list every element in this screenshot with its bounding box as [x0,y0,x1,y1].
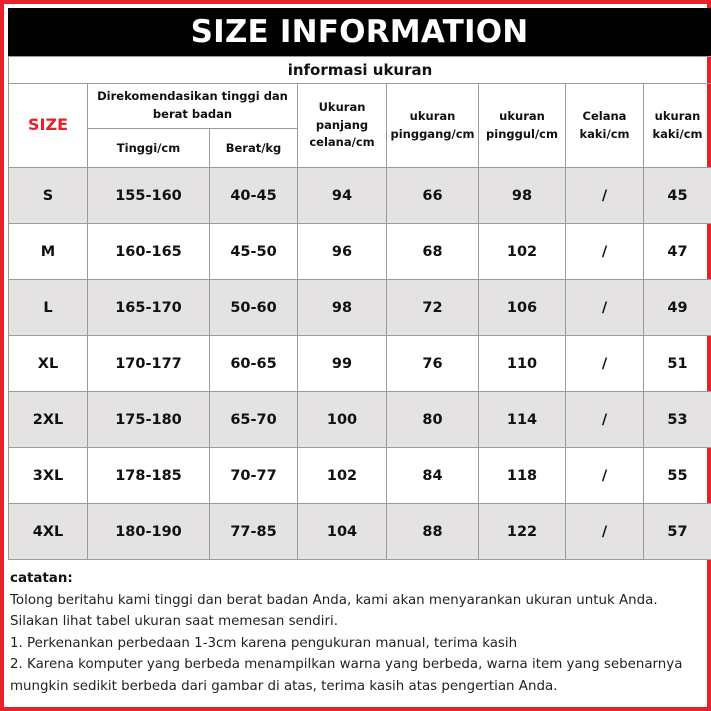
cell-hip: 122 [479,504,566,560]
length-header: Ukuran panjang celana/cm [298,84,387,168]
cell-height: 170-177 [88,336,210,392]
header-row [9,84,711,129]
notes-line: 1. Perkenankan perbedaan 1-3cm karena pengukuran manual, terima kasih [10,635,518,651]
cell-legs: / [566,280,644,336]
legs-header: Celana kaki/cm [566,84,644,168]
cell-waist: 76 [387,336,479,392]
table-row [9,448,711,504]
cell-weight: 50-60 [210,280,298,336]
cell-waist: 66 [387,168,479,224]
cell-length: 99 [298,336,387,392]
cell-length: 94 [298,168,387,224]
cell-length: 98 [298,280,387,336]
cell-waist: 88 [387,504,479,560]
recommend-header: Direkomendasikan tinggi dan berat badan [88,84,298,129]
table-subtitle-row [9,57,711,84]
cell-length: 100 [298,392,387,448]
table-row [9,336,711,392]
cell-foot: 55 [644,448,711,504]
cell-size: L [9,280,88,336]
size-table [8,56,711,560]
cell-foot: 47 [644,224,711,280]
foot-header: ukuran kaki/cm [644,84,711,168]
cell-height: 175-180 [88,392,210,448]
cell-weight: 70-77 [210,448,298,504]
cell-size: 2XL [9,392,88,448]
cell-hip: 98 [479,168,566,224]
cell-size: XL [9,336,88,392]
cell-foot: 53 [644,392,711,448]
height-header: Tinggi/cm [88,129,210,168]
cell-weight: 65-70 [210,392,298,448]
size-column-header: SIZE [9,84,88,168]
cell-height: 165-170 [88,280,210,336]
table-row [9,392,711,448]
cell-waist: 68 [387,224,479,280]
table-row [9,504,711,560]
cell-waist: 72 [387,280,479,336]
notes-title: catatan: [10,571,73,586]
cell-foot: 57 [644,504,711,560]
cell-height: 178-185 [88,448,210,504]
cell-height: 155-160 [88,168,210,224]
cell-foot: 51 [644,336,711,392]
cell-weight: 40-45 [210,168,298,224]
cell-size: 3XL [9,448,88,504]
cell-height: 160-165 [88,224,210,280]
cell-size: S [9,168,88,224]
cell-size: 4XL [9,504,88,560]
notes-section [10,568,710,698]
cell-hip: 110 [479,336,566,392]
notes-line: 2. Karena komputer yang berbeda menampilkan warna yang berbeda, warna item yang sebenarnya mungkin sedikit berbeda dari gambar di atas, terima kasih atas pengertian Anda. [10,657,683,694]
cell-length: 96 [298,224,387,280]
table-row [9,224,711,280]
notes-line: Tolong beritahu kami tinggi dan berat badan Anda, kami akan menyarankan ukuran untuk Anda. [10,592,658,608]
cell-legs: / [566,448,644,504]
cell-foot: 45 [644,168,711,224]
cell-legs: / [566,336,644,392]
cell-weight: 60-65 [210,336,298,392]
notes-line: Silakan lihat tabel ukuran saat memesan sendiri. [10,614,338,630]
cell-length: 104 [298,504,387,560]
waist-header: ukuran pinggang/cm [387,84,479,168]
cell-waist: 80 [387,392,479,448]
cell-foot: 49 [644,280,711,336]
table-subtitle: informasi ukuran [9,57,711,84]
table-row [9,168,711,224]
cell-hip: 102 [479,224,566,280]
cell-hip: 114 [479,392,566,448]
cell-legs: / [566,392,644,448]
cell-size: M [9,224,88,280]
cell-waist: 84 [387,448,479,504]
cell-hip: 106 [479,280,566,336]
table-row [9,280,711,336]
cell-length: 102 [298,448,387,504]
cell-height: 180-190 [88,504,210,560]
cell-legs: / [566,224,644,280]
weight-header: Berat/kg [210,129,298,168]
cell-weight: 45-50 [210,224,298,280]
cell-legs: / [566,168,644,224]
cell-weight: 77-85 [210,504,298,560]
banner-title: SIZE INFORMATION [8,8,711,56]
hip-header: ukuran pinggul/cm [479,84,566,168]
cell-legs: / [566,504,644,560]
cell-hip: 118 [479,448,566,504]
